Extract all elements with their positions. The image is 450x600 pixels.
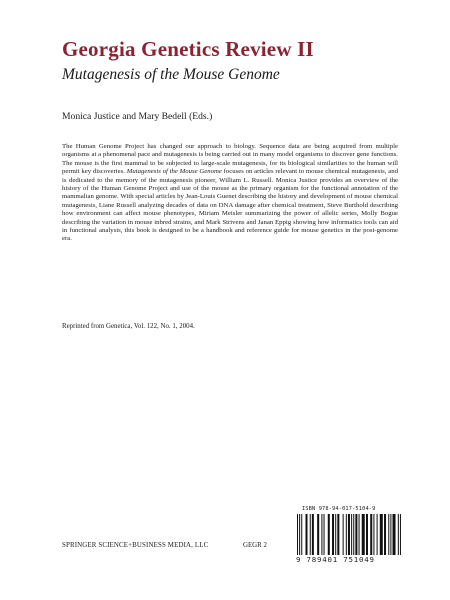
barcode-bar (355, 514, 357, 555)
barcode-bar (380, 514, 383, 555)
barcode-bar (321, 514, 322, 555)
book-subtitle: Mutagenesis of the Mouse Genome (62, 66, 280, 83)
barcode-bar (366, 514, 368, 555)
barcode-bar (335, 514, 336, 555)
barcode-bar (297, 514, 298, 555)
barcode-bar (305, 514, 307, 555)
barcode-bar (398, 514, 399, 555)
barcode-bar (370, 514, 372, 555)
barcode-bar (393, 514, 396, 555)
barcode-bar (301, 514, 302, 555)
publisher-name: SPRINGER SCIENCE+BUSINESS MEDIA, LLC (62, 542, 209, 549)
barcode-bars (296, 514, 402, 555)
barcode-bar (359, 514, 360, 555)
editors-line: Monica Justice and Mary Bedell (Eds.) (62, 111, 213, 122)
description-book-title: Mutagenesis of the Mouse Genome (126, 168, 222, 176)
barcode-digits: 9 789401 751049 (296, 555, 375, 564)
barcode-bar (353, 514, 354, 555)
barcode-bar (362, 514, 365, 555)
barcode-bar (310, 514, 311, 555)
barcode-bar (351, 514, 352, 555)
barcode-bar (312, 514, 314, 555)
barcode-bar (377, 514, 378, 555)
series-code: GEGR 2 (243, 542, 267, 549)
description-part-2: focuses on articles relevant to mouse chemical mutagenesis, and is dedicated to the memory of the mutagenesis pioneer, William L. Russell. Monica Justice provides an overview of the history of the Human Genome Project and use of the mouse as the primary organism for the functional annotation of the mammalian genome. With special articles by Jean-Louis Guenet describing the history and development of mouse chemical mutagenesis, Liane Russell analyzing decades of data on DNA damage after chemical treatment, Steve Burthold describing how environment can affect mouse phenotypes, Miriam Meisler summarizing the power of allelic series, Molly Bogue describing the variation in mouse inbred strains, and Mark Strivens and Janan Eppig showing how informatics tools can aid in functional analysis, this book is designed to be a handbook and reference guide for mouse genetics in the post-genome era. (62, 168, 398, 243)
barcode-bar (299, 514, 300, 555)
barcode-bar (388, 514, 389, 555)
barcode-bar (332, 514, 334, 555)
barcode-bar (384, 514, 386, 555)
barcode-bar (346, 514, 347, 555)
barcode-bar (390, 514, 391, 555)
book-description (62, 143, 398, 244)
barcode-bar (348, 514, 350, 555)
description-part-1: The Human Genome Project has changed our approach to biology. Sequence data are being acquired from multiple organisms at a phenomenal pace and mutagenesis is being carried out in many model organisms to discover gene functions. The mouse is the first mammal to be subjected to large-scale mutagenesis, for its biological similarities to the human will permit key discoveries. (62, 143, 398, 176)
barcode-bar (337, 514, 339, 555)
reprint-note: Reprinted from Genetica, Vol. 122, No. 1, 2004. (62, 323, 195, 330)
isbn-barcode (296, 506, 402, 566)
book-title: Georgia Genetics Review II (62, 37, 314, 61)
isbn-label: ISBN 978-94-017-5104-9 (302, 506, 376, 512)
barcode-bar (400, 514, 401, 555)
barcode-bar (373, 514, 374, 555)
barcode-bar (343, 514, 344, 555)
barcode-bar (328, 514, 330, 555)
barcode-bar (317, 514, 319, 555)
barcode-bar (324, 514, 325, 555)
